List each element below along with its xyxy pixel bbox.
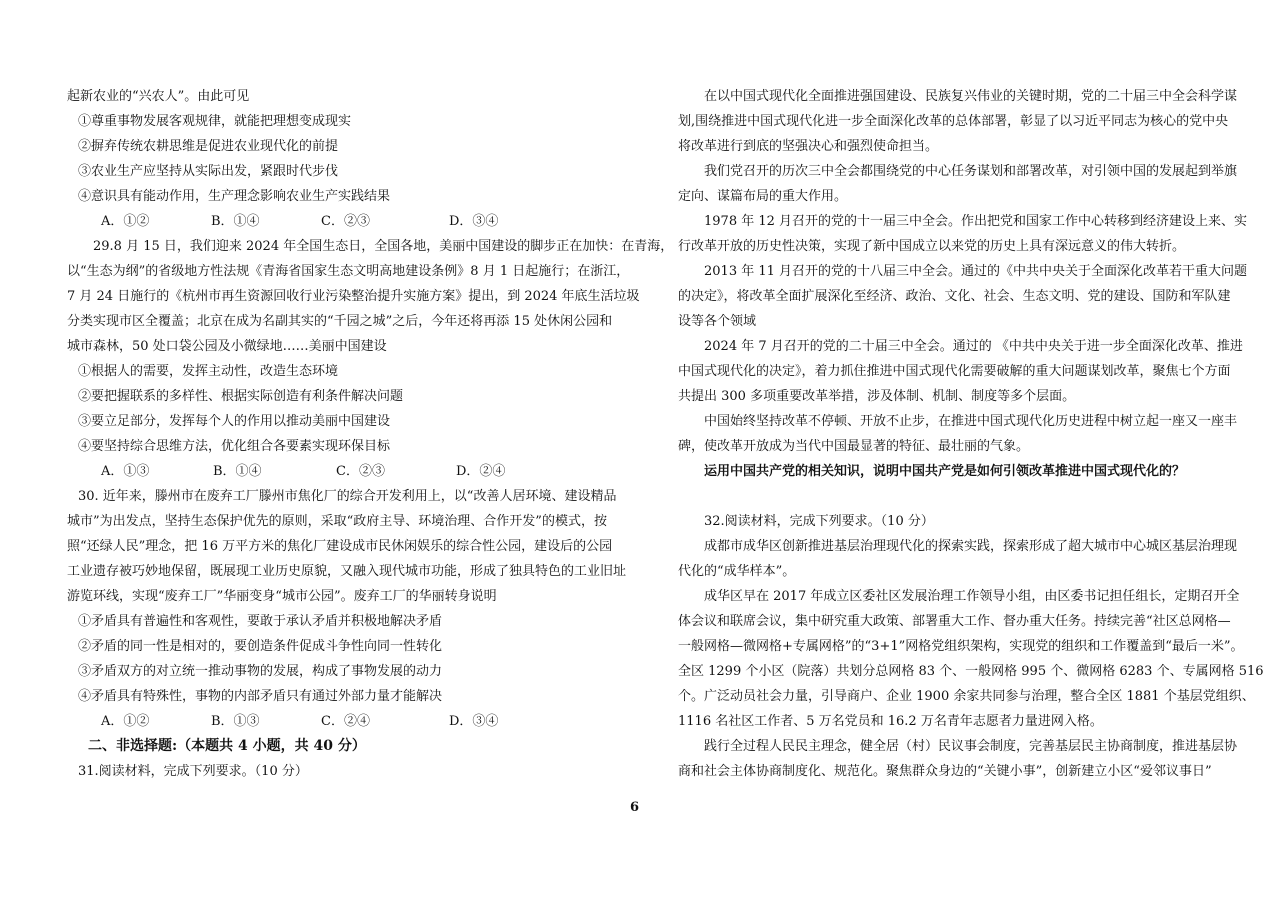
q32-line-9: 践行全过程人民民主理念，健全居（村）民议事会制度，完善基层民主协商制度，推进基层协: [704, 739, 1238, 754]
q29-line-1: 29.8 月 15 日，我们迎来 2024 年全国生态日，全国各地，美丽中国建设的脚步正在加快：在青海，: [93, 239, 674, 254]
material-line-8: 2013 年 11 月召开的党的十八届三中全会。通过的《中共中央关于全面深化改革若干重大问题: [704, 264, 1248, 279]
q29-options: [67, 459, 632, 484]
q32-line-6: 全区 1299 个小区（院落）共划分总网格 83 个、一般网格 995 个、微网格 6283 个、专属网格 516: [678, 664, 1264, 679]
q31-prompt: 31.阅读材料，完成下列要求。（10 分）: [78, 764, 308, 779]
q32-line-4: 体会议和联席会议，集中研究重大政策、部署重大工作、督办重大任务。持续完善“社区总网格—: [678, 614, 1231, 629]
q30-item-2: ②矛盾的同一性是相对的，要创造条件促成斗争性向同一性转化: [78, 639, 443, 654]
q32-line-3: 成华区早在 2017 年成立区委社区发展治理工作领导小组，由区委书记担任组长，定期召开全: [704, 589, 1240, 604]
q28-tail: 起新农业的“兴农人”。由此可见: [67, 89, 250, 104]
q29-item-1: ①根据人的需要，发挥主动性，改造生态环境: [78, 364, 339, 379]
q29-line-3: 7 月 24 日施行的《杭州市再生资源回收行业污染整治提升实施方案》提出，到 2024 年底生活垃圾: [67, 289, 640, 304]
q32-line-1: 成都市成华区创新推进基层治理现代化的探索实践，探索形成了超大城市中心城区基层治理现: [704, 539, 1238, 554]
q30-option-b: B．①③: [211, 714, 260, 729]
material-line-2: 划,围绕推进中国式现代化进一步全面深化改革的总体部署，彰显了以习近平同志为核心的党中央: [678, 114, 1229, 129]
q28-option-d: D．③④: [449, 214, 499, 229]
q30-item-4: ④矛盾具有特殊性，事物的内部矛盾只有通过外部力量才能解决: [78, 689, 443, 704]
q30-line-3: 照“还绿人民”理念，把 16 万平方米的焦化厂建设成市民休闲娱乐的综合性公园，建设后的公园: [67, 539, 613, 554]
q29-option-b: B．①④: [213, 464, 262, 479]
q29-option-a: A．①③: [101, 464, 150, 479]
q29-option-d: D．②④: [456, 464, 506, 479]
material-line-5: 定向、谋篇布局的重大作用。: [678, 189, 848, 204]
material-line-10: 设等各个领域: [678, 314, 757, 329]
material-line-13: 共提出 300 多项重要改革举措，涉及体制、机制、制度等多个层面。: [678, 389, 1076, 404]
material-line-9: 的决定》，将改革全面扩展深化至经济、政治、文化、社会、生态文明、党的建设、国防和军队建: [678, 289, 1231, 304]
material-line-11: 2024 年 7 月召开的党的二十届三中全会。通过的 《中共中央关于进一步全面深化改革、推进: [704, 339, 1243, 354]
q32-line-5: 一般网格—微网格+专属网格”的“3+1”网格党组织架构，实现党的组织和工作覆盖到“最后一米”。: [678, 639, 1244, 654]
q30-option-a: A．①②: [101, 714, 150, 729]
material-line-1: 在以中国式现代化全面推进强国建设、民族复兴伟业的关键时期，党的二十届三中全会科学谋: [704, 89, 1238, 104]
section-2-title: 二、非选择题:（本题共 4 小题，共 40 分）: [88, 738, 366, 754]
q28-option-a: A．①②: [101, 214, 150, 229]
q32-prompt: 32.阅读材料，完成下列要求。（10 分）: [704, 514, 934, 529]
q28-item-1: ①尊重事物发展客观规律，就能把理想变成现实: [78, 114, 352, 129]
q29-item-4: ④要坚持综合思维方法，优化组合各要素实现环保目标: [78, 439, 391, 454]
q31-question: 运用中国共产党的相关知识，说明中国共产党是如何引领改革推进中国式现代化的？: [704, 464, 1186, 479]
q28-item-4: ④意识具有能动作用，生产理念影响农业生产实践结果: [78, 189, 391, 204]
q30-option-c: C．②④: [321, 714, 370, 729]
q29-item-3: ③要立足部分，发挥每个人的作用以推动美丽中国建设: [78, 414, 391, 429]
q30-line-1: 30. 近年来，滕州市在废弃工厂滕州市焦化厂的综合开发利用上，以“改善人居环境、建设精品: [78, 489, 617, 504]
q29-line-2: 以“生态为纲”的省级地方性法规《青海省国家生态文明高地建设条例》8 月 1 日起施行；在浙江，: [67, 264, 630, 279]
q32-line-2: 代化的“成华样本”。: [678, 564, 796, 579]
q28-item-2: ②摒弃传统农耕思维是促进农业现代化的前提: [78, 139, 339, 154]
q28-option-b: B．①④: [211, 214, 260, 229]
q29-item-2: ②要把握联系的多样性、根据实际创造有利条件解决问题: [78, 389, 404, 404]
q30-option-d: D．③④: [449, 714, 499, 729]
q32-line-8: 1116 名社区工作者、5 万名党员和 16.2 万名青年志愿者力量进网入格。: [678, 714, 1103, 729]
page-number: 6: [630, 800, 640, 815]
q32-line-7: 个。广泛动员社会力量，引导商户、企业 1900 余家共同参与治理，整合全区 1881 个基层党组织、: [678, 689, 1255, 704]
right-column: [678, 84, 1264, 784]
left-column: [67, 84, 674, 784]
q30-line-2: 城市”为出发点，坚持生态保护优先的原则，采取“政府主导、环境治理、合作开发”的模式，按: [67, 514, 607, 529]
spacer: [678, 484, 1208, 509]
q29-line-4: 分类实现市区全覆盖；北京在成为名副其实的“千园之城”之后，今年还将再添 15 处休闲公园和: [67, 314, 613, 329]
material-line-15: 碑，使改革开放成为当代中国最显著的特征、最壮丽的气象。: [678, 439, 1030, 454]
q30-options: [67, 709, 632, 734]
q28-item-3: ③农业生产应坚持从实际出发，紧跟时代步伐: [78, 164, 339, 179]
material-line-4: 我们党召开的历次三中全会都围绕党的中心任务谋划和部署改革，对引领中国的发展起到举旗: [704, 164, 1238, 179]
material-line-14: 中国始终坚持改革不停顿、开放不止步，在推进中国式现代化历史进程中树立起一座又一座丰: [704, 414, 1238, 429]
q30-line-5: 游览环线，实现“废弃工厂”华丽变身“城市公园”。废弃工厂的华丽转身说明: [67, 589, 497, 604]
material-line-6: 1978 年 12 月召开的党的十一届三中全会。作出把党和国家工作中心转移到经济建设上来、实: [704, 214, 1248, 229]
q28-options: [67, 209, 632, 234]
material-line-7: 行改革开放的历史性决策，实现了新中国成立以来党的历史上具有深远意义的伟大转折。: [678, 239, 1186, 254]
q29-option-c: C．②③: [336, 464, 385, 479]
q30-item-1: ①矛盾具有普遍性和客观性，要敢于承认矛盾并积极地解决矛盾: [78, 614, 443, 629]
material-line-12: 中国式现代化的决定》，着力抓住推进中国式现代化需要破解的重大问题谋划改革，聚焦七个方面: [678, 364, 1231, 379]
q28-option-c: C．②③: [321, 214, 370, 229]
q32-line-10: 商和社会主体协商制度化、规范化。聚焦群众身边的“关键小事”，创新建立小区“爱邻议事日”: [678, 764, 1212, 779]
q30-item-3: ③矛盾双方的对立统一推动事物的发展，构成了事物发展的动力: [78, 664, 443, 679]
q30-line-4: 工业遗存被巧妙地保留，既展现工业历史原貌，又融入现代城市功能，形成了独具特色的工业旧址: [67, 564, 627, 579]
q29-line-5: 城市森林，50 处口袋公园及小微绿地……美丽中国建设: [67, 339, 387, 354]
material-line-3: 将改革进行到底的坚强决心和强烈使命担当。: [678, 139, 939, 154]
